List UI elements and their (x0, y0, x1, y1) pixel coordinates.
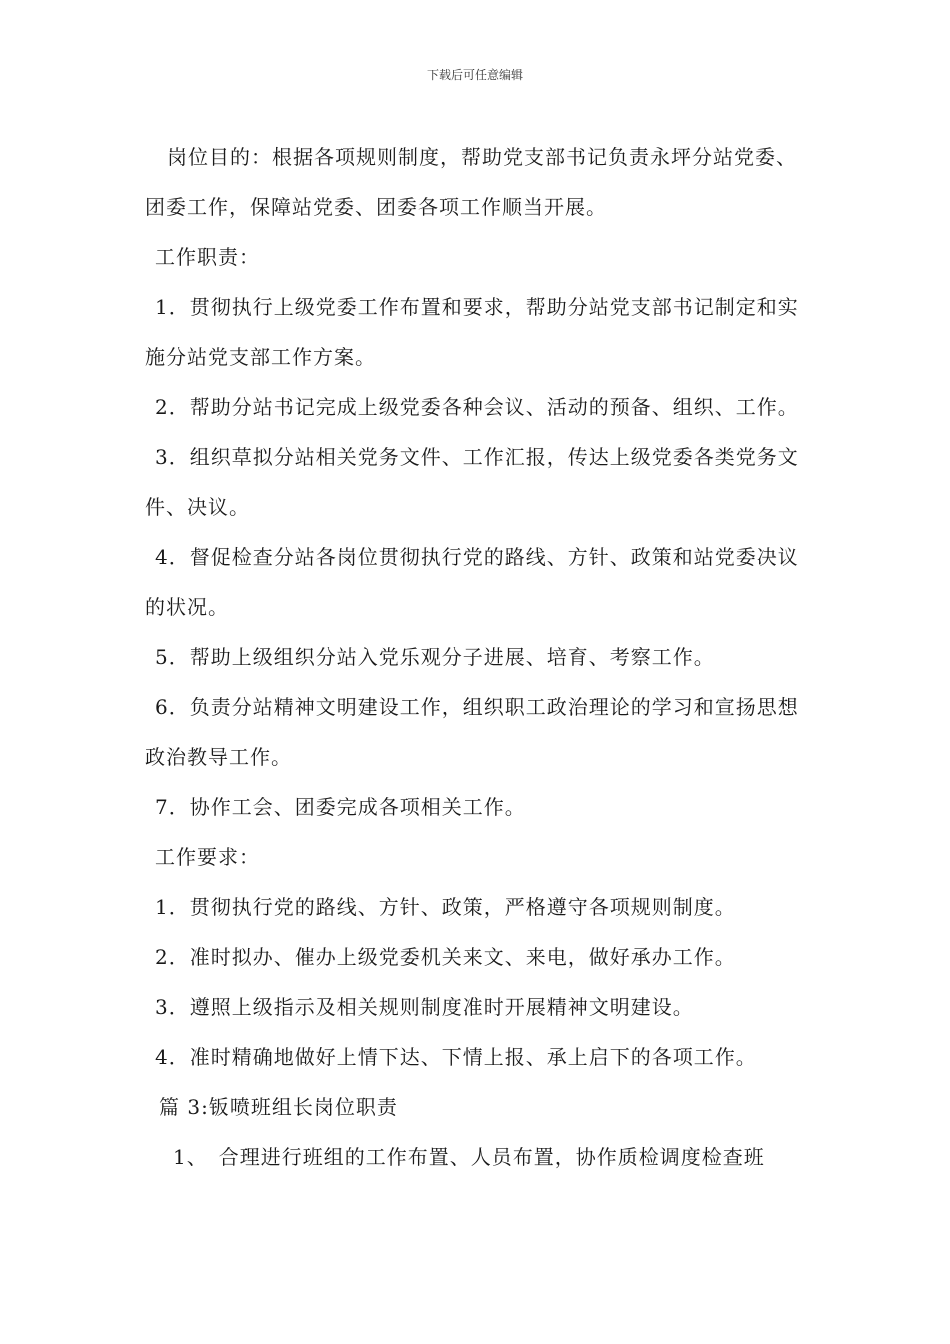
duty-item: 3．组织草拟分站相关党务文件、工作汇报，传达上级党委各类党务文件、决议。 (145, 445, 799, 519)
requirement-item: 2．准时拟办、催办上级党委机关来文、来电，做好承办工作。 (155, 945, 736, 969)
section-3-title: 篇 3:钣喷班组长岗位职责 (159, 1095, 398, 1119)
requirement-item: 4．准时精确地做好上情下达、下情上报、承上启下的各项工作。 (155, 1045, 757, 1069)
duty-item: 5．帮助上级组织分站入党乐观分子进展、培育、考察工作。 (155, 645, 715, 669)
page-header: 下载后可任意编辑 (426, 68, 523, 82)
requirement-item: 1．贯彻执行党的路线、方针、政策，严格遵守各项规则制度。 (155, 895, 736, 919)
purpose-paragraph: 岗位目的：根据各项规则制度，帮助党支部书记负责永坪分站党委、团委工作，保障站党委、团委各项工作顺当开展。 (145, 145, 797, 219)
duty-item: 4．督促检查分站各岗位贯彻执行党的路线、方针、政策和站党委决议的状况。 (145, 545, 799, 619)
section-3-item: 1、 合理进行班组的工作布置、人员布置，协作质检调度检查班 (173, 1145, 765, 1169)
duty-item: 7．协作工会、团委完成各项相关工作。 (155, 795, 526, 819)
requirements-heading: 工作要求： (155, 845, 260, 869)
duty-item: 1．贯彻执行上级党委工作布置和要求，帮助分站党支部书记制定和实施分站党支部工作方案。 (145, 295, 799, 369)
document-body (145, 132, 810, 1182)
duty-item: 2．帮助分站书记完成上级党委各种会议、活动的预备、组织、工作。 (155, 395, 799, 419)
duty-item: 6．负责分站精神文明建设工作，组织职工政治理论的学习和宣扬思想政治教导工作。 (145, 695, 799, 769)
duties-heading: 工作职责： (155, 245, 260, 269)
requirement-item: 3．遵照上级指示及相关规则制度准时开展精神文明建设。 (155, 995, 694, 1019)
